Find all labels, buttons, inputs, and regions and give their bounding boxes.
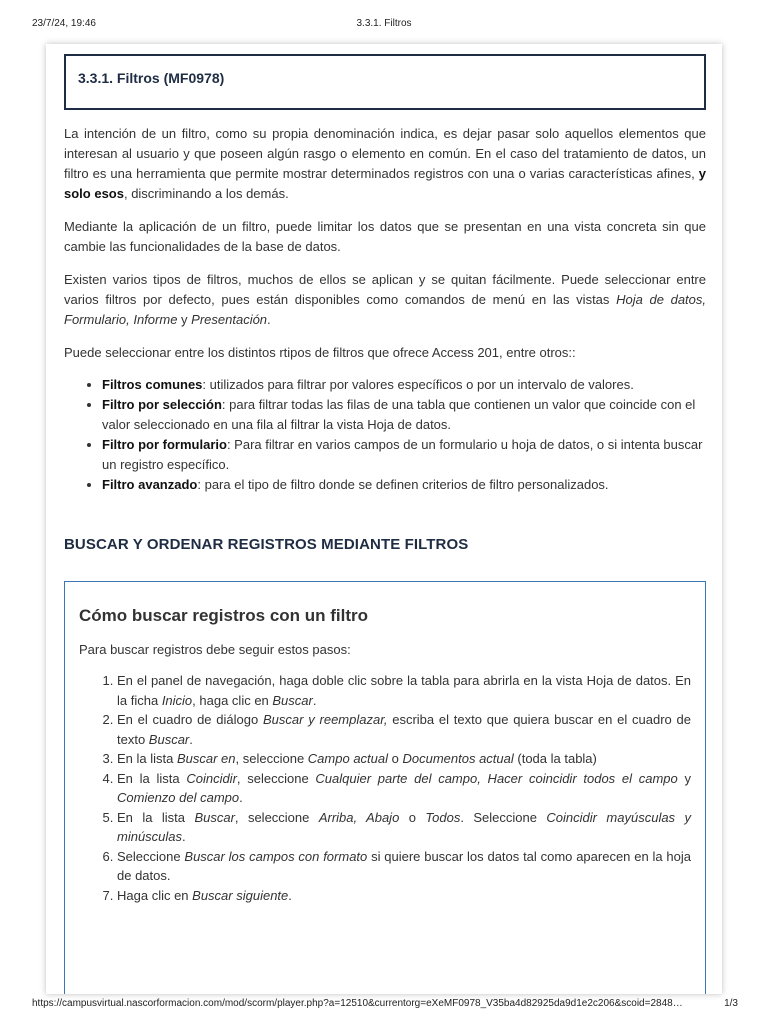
step-item: [117, 769, 691, 808]
text: , haga clic en: [192, 692, 273, 708]
text-italic: Buscar los campos con formato: [184, 848, 368, 864]
paragraph-intro: [64, 124, 706, 204]
text-italic: Buscar: [194, 809, 235, 825]
text-italic: Buscar: [148, 731, 190, 747]
text: .: [189, 731, 193, 747]
step-item: [117, 710, 691, 749]
text: .: [312, 692, 317, 708]
text: o: [388, 751, 403, 766]
lesson-content: [46, 124, 722, 555]
text: La intención de un filtro, como su propia denominación indica, es dejar pasar solo aquellos elementos que interesan al usuario y que poseen algún rasgo o elemento en común. En el caso del tratamiento de datos, un filtro es una herramienta que permite mostrar determinados registros con una o varias características afines,: [64, 126, 706, 181]
text: o: [399, 809, 426, 825]
filter-name: Filtros comunes: [102, 377, 203, 392]
print-title: 3.3.1. Filtros: [356, 18, 412, 29]
text: Haga clic en: [117, 887, 193, 903]
text-italic: Arriba, Abajo: [318, 809, 400, 825]
title-box: [64, 54, 706, 110]
text: (toda la tabla): [513, 751, 597, 766]
text: .: [267, 312, 271, 327]
text-italic: Documentos actual: [402, 751, 514, 766]
text: En la lista: [117, 770, 187, 786]
text-italic: Coincidir mayúsculas y minúsculas: [117, 809, 691, 844]
paragraph-filter-types: [64, 270, 706, 330]
page-title: 3.3.1. Filtros (MF0978): [78, 70, 225, 86]
text: Seleccione: [117, 848, 185, 864]
paragraph-filter-purpose: Mediante la aplicación de un filtro, puede limitar los datos que se presentan en una vista concreta sin que cambie las funcionalidades de la base de datos.: [64, 219, 706, 254]
paragraph-filter-list-intro: Puede seleccionar entre los distintos rtipos de filtros que ofrece Access 201, entre otros::: [64, 345, 576, 360]
filter-desc: : para filtrar todas las filas de una tabla que contienen un valor que coincide con el valor seleccionado en una fila al filtrar la vista Hoja de datos.: [102, 397, 696, 432]
step-item: [117, 808, 691, 847]
text: .: [182, 829, 186, 844]
page-counter: 1/3: [724, 998, 738, 1009]
text: y: [677, 770, 691, 786]
list-item: [102, 435, 706, 475]
text-italic: Hoja de datos, Formulario, Informe: [64, 292, 707, 327]
text-italic: Cualquier parte del campo, Hacer coincidir todos el campo: [315, 770, 678, 786]
text: . Seleccione: [460, 809, 547, 825]
text: .: [288, 887, 292, 903]
page-url: https://campusvirtual.nascorformacion.com/mod/scorm/player.php?a=12510&currentorg=eXeMF0978_V35ba4d82925da9d1e2c206&scoid=2848…: [32, 998, 683, 1009]
print-header: [0, 0, 768, 40]
step-item: [117, 847, 691, 886]
steps-box: [64, 581, 706, 994]
text: .: [239, 790, 243, 805]
text: escriba el texto que quiera buscar en el cuadro de texto: [117, 712, 691, 747]
text: , seleccione: [235, 751, 308, 766]
text: En el panel de navegación, haga doble clic sobre la tabla para abrirla en la vista Hoja de datos. En la ficha: [117, 673, 691, 708]
step-item: [117, 886, 691, 906]
text: En la lista: [117, 751, 177, 766]
text: , seleccione: [234, 809, 319, 825]
step-item: [117, 671, 691, 710]
text-italic: Buscar en: [176, 751, 236, 766]
box-intro: Para buscar registros debe seguir estos pasos:: [79, 642, 351, 657]
steps-list: [79, 671, 691, 905]
print-date: 23/7/24, 19:46: [32, 18, 96, 29]
list-item: [102, 475, 706, 495]
text-italic: Comienzo del campo: [117, 790, 240, 805]
filter-desc: : utilizados para filtrar por valores específicos o por un intervalo de valores.: [202, 377, 634, 392]
text: En la lista: [117, 809, 195, 825]
text: y: [177, 312, 192, 327]
filter-types-list: [64, 375, 706, 495]
list-item: [102, 375, 706, 395]
print-footer: [0, 990, 768, 1024]
text-italic: Campo actual: [307, 751, 389, 766]
text: si quiere buscar los datos tal como aparecen en la hoja de datos.: [117, 848, 691, 883]
text-italic: Todos: [425, 809, 461, 825]
filter-desc: : Para filtrar en varios campos de un formulario u hoja de datos, o si intenta buscar un registro específico.: [102, 437, 703, 472]
filter-name: Filtro por formulario: [102, 437, 227, 452]
step-item: [117, 749, 691, 769]
text-bold: y solo esos: [64, 166, 706, 201]
text-italic: Presentación: [191, 312, 268, 327]
filter-name: Filtro por selección: [102, 397, 222, 412]
text-italic: Inicio: [161, 692, 193, 708]
text: En el cuadro de diálogo: [117, 712, 264, 727]
list-item: [102, 395, 706, 435]
text-italic: Buscar siguiente: [192, 887, 289, 903]
text: Existen varios tipos de filtros, muchos de ellos se aplican y se quitan fácilmente. Puede seleccionar entre varios filtros por defecto, pues están disponibles como comandos de menú en las vistas: [64, 272, 706, 307]
filter-name: Filtro avanzado: [102, 477, 198, 492]
text-italic: Coincidir: [186, 770, 237, 786]
text-italic: Buscar y reemplazar,: [263, 712, 388, 727]
section-heading: BUSCAR Y ORDENAR REGISTROS MEDIANTE FILTROS: [64, 536, 469, 553]
lesson-page: [46, 44, 722, 994]
filter-desc: : para el tipo de filtro donde se definen criterios de filtro personalizados.: [197, 477, 609, 492]
text: , seleccione: [236, 770, 316, 786]
text-italic: Buscar: [272, 692, 313, 708]
box-heading: Cómo buscar registros con un filtro: [79, 606, 369, 625]
text: , discriminando a los demás.: [123, 186, 289, 201]
